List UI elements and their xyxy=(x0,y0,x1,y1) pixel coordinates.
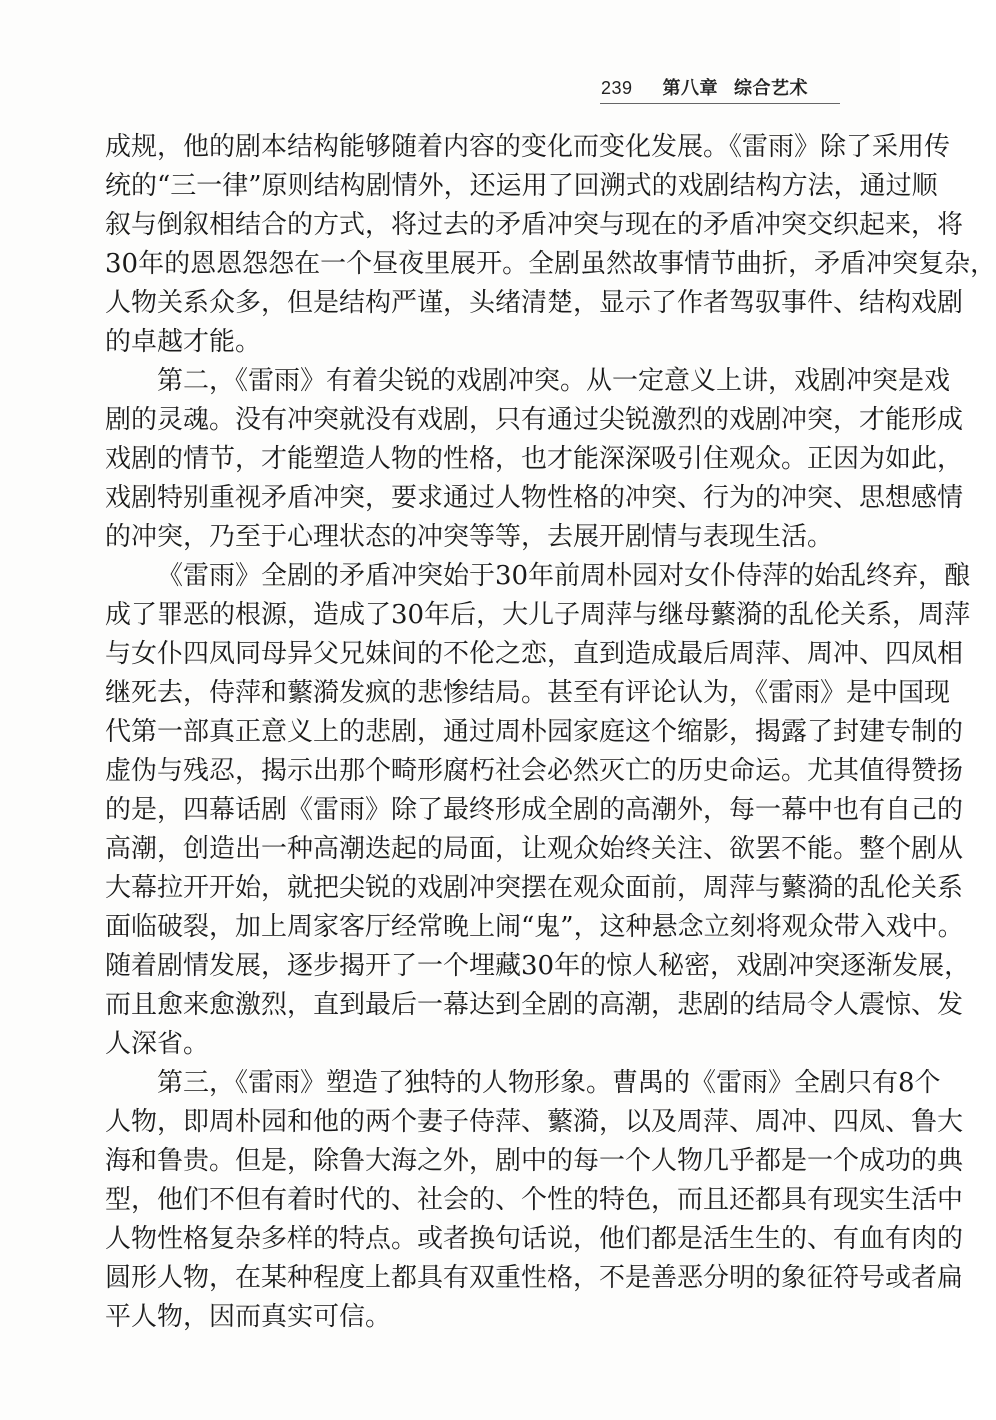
text-line: 高潮，创造出一种高潮迭起的局面，让观众始终关注、欲罢不能。整个剧从 xyxy=(105,834,964,864)
text-line: 平人物，因而真实可信。 xyxy=(105,1302,392,1332)
chapter-number: 第八章 xyxy=(662,78,718,99)
text-line: 面临破裂，加上周家客厅经常晚上闹“鬼”，这种悬念立刻将观众带入戏中。 xyxy=(105,912,964,942)
text-line: 人物，即周朴园和他的两个妻子侍萍、蘩漪，以及周萍、周冲、四凤、鲁大 xyxy=(105,1107,964,1137)
text-line: 的冲突，乃至于心理状态的冲突等等，去展开剧情与表现生活。 xyxy=(105,522,834,552)
text-line: 戏剧的情节，才能塑造人物的性格，也才能深深吸引住观众。正因为如此， xyxy=(105,444,964,474)
text-line: 随着剧情发展，逐步揭开了一个埋藏30年的惊人秘密，戏剧冲突逐渐发展， xyxy=(105,951,971,981)
text-line: 《雷雨》全剧的矛盾冲突始于30年前周朴园对女仆侍萍的始乱终弃，酿 xyxy=(157,561,971,591)
text-line: 剧的灵魂。没有冲突就没有戏剧，只有通过尖锐激烈的戏剧冲突，才能形成 xyxy=(105,405,964,435)
paragraph xyxy=(105,1064,964,1337)
text-line: 型，他们不但有着时代的、社会的、个性的特色，而且还都具有现实生活中 xyxy=(105,1185,964,1215)
page-number: 239 xyxy=(600,78,633,98)
text-line: 继死去，侍萍和蘩漪发疯的悲惨结局。甚至有评论认为，《雷雨》是中国现 xyxy=(105,678,951,708)
text-line: 的是，四幕话剧《雷雨》除了最终形成全剧的高潮外，每一幕中也有自己的 xyxy=(105,795,964,825)
text-line: 海和鲁贵。但是，除鲁大海之外，剧中的每一个人物几乎都是一个成功的典 xyxy=(105,1146,964,1176)
text-line: 戏剧特别重视矛盾冲突，要求通过人物性格的冲突、行为的冲突、思想感情 xyxy=(105,483,964,513)
text-line: 代第一部真正意义上的悲剧，通过周朴园家庭这个缩影，揭露了封建专制的 xyxy=(105,717,964,747)
text-line: 30年的恩恩怨怨在一个昼夜里展开。全剧虽然故事情节曲折，矛盾冲突复杂， xyxy=(105,249,996,279)
paragraph xyxy=(105,557,971,1064)
paragraph xyxy=(105,362,964,557)
text-line: 第三，《雷雨》塑造了独特的人物形象。曹禺的《雷雨》全剧只有8个 xyxy=(157,1068,941,1098)
text-line: 圆形人物，在某种程度上都具有双重性格，不是善恶分明的象征符号或者扁 xyxy=(105,1263,964,1293)
text-line: 第二，《雷雨》有着尖锐的戏剧冲突。从一定意义上讲，戏剧冲突是戏 xyxy=(157,366,951,396)
text-line: 而且愈来愈激烈，直到最后一幕达到全剧的高潮，悲剧的结局令人震惊、发 xyxy=(105,990,964,1020)
text-line: 成了罪恶的根源，造成了30年后，大儿子周萍与继母蘩漪的乱伦关系，周萍 xyxy=(105,600,971,630)
text-line: 虚伪与残忍，揭示出那个畸形腐朽社会必然灭亡的历史命运。尤其值得赞扬 xyxy=(105,756,964,786)
text-line: 叙与倒叙相结合的方式，将过去的矛盾冲突与现在的矛盾冲突交织起来，将 xyxy=(105,210,964,240)
text-line: 人深省。 xyxy=(105,1029,210,1059)
text-line: 人物性格复杂多样的特点。或者换句话说，他们都是活生生的、有血有肉的 xyxy=(105,1224,964,1254)
body-text xyxy=(105,128,996,1337)
header-rule xyxy=(600,103,840,104)
text-line: 统的“三一律”原则结构剧情外，还运用了回溯式的戏剧结构方法，通过顺 xyxy=(105,171,938,201)
text-line: 的卓越才能。 xyxy=(105,327,262,357)
chapter-title: 综合艺术 xyxy=(734,78,808,99)
text-line: 人物关系众多，但是结构严谨，头绪清楚，显示了作者驾驭事件、结构戏剧 xyxy=(105,288,964,318)
running-header xyxy=(601,74,808,100)
text-line: 大幕拉开开始，就把尖锐的戏剧冲突摆在观众面前，周萍与蘩漪的乱伦关系 xyxy=(105,873,964,903)
paragraph xyxy=(105,128,996,362)
text-line: 成规，他的剧本结构能够随着内容的变化而变化发展。《雷雨》除了采用传 xyxy=(105,132,951,162)
text-line: 与女仆四凤同母异父兄妹间的不伦之恋，直到造成最后周萍、周冲、四凤相 xyxy=(105,639,964,669)
